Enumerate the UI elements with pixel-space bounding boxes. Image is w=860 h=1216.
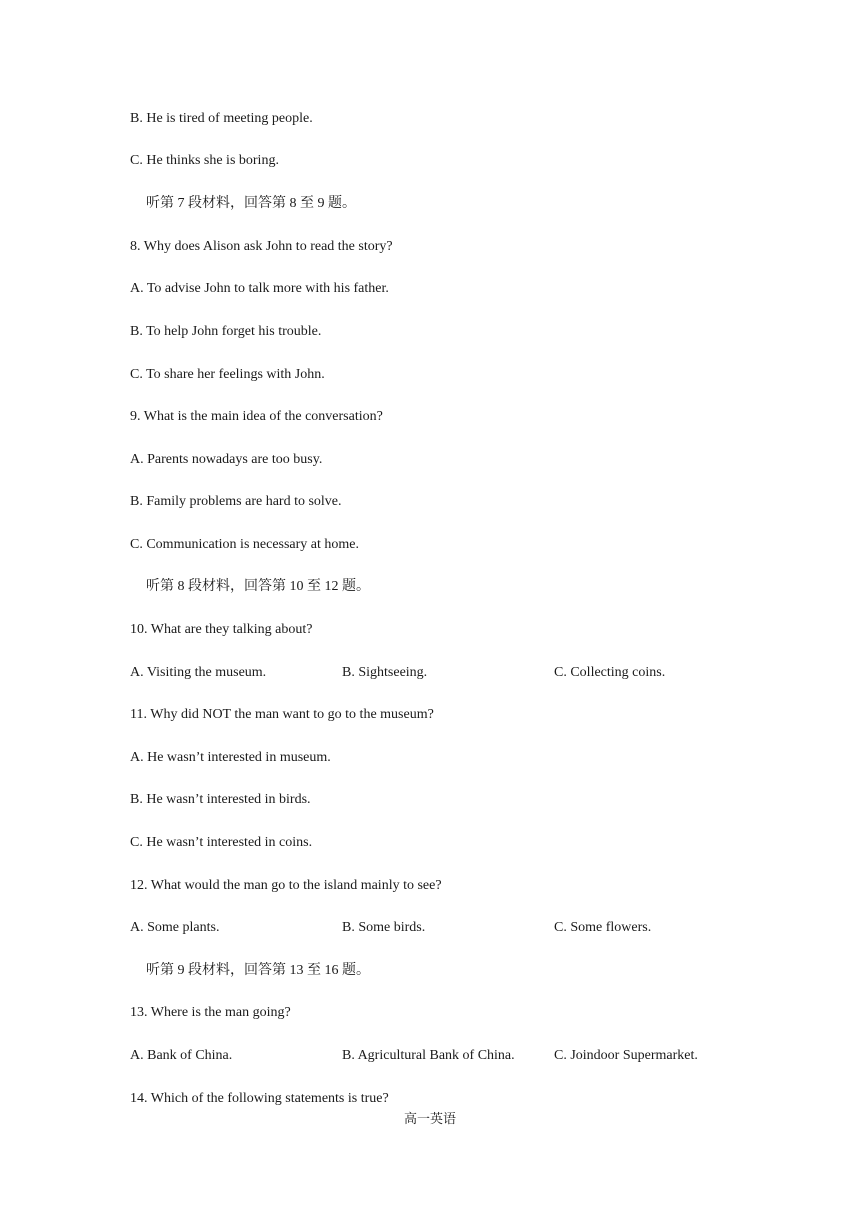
question-11: 11. Why did NOT the man want to go to the museum? [130,707,434,722]
q10-option-c: C. Collecting coins. [554,665,666,680]
q11-option-b: B. He wasn’t interested in birds. [130,792,311,807]
q12-option-c: C. Some flowers. [554,920,652,935]
q8-option-b: B. To help John forget his trouble. [130,324,322,339]
question-12: 12. What would the man go to the island mainly to see? [130,878,442,893]
q8-option-a: A. To advise John to talk more with his father. [130,281,389,296]
question-9: 9. What is the main idea of the conversation? [130,409,383,424]
q9-option-a: A. Parents nowadays are too busy. [130,452,323,467]
question-10: 10. What are they talking about? [130,622,313,637]
question-14: 14. Which of the following statements is true? [130,1091,389,1106]
q11-option-a: A. He wasn’t interested in museum. [130,750,331,765]
q9-option-b: B. Family problems are hard to solve. [130,494,342,509]
question-8: 8. Why does Alison ask John to read the story? [130,239,393,254]
section-instruction-8: 听第 8 段材料，回答第 10 至 12 题。 [146,579,370,594]
q13-option-b: B. Agricultural Bank of China. [342,1048,515,1063]
q13-option-c: C. Joindoor Supermarket. [554,1048,698,1063]
section-instruction-9: 听第 9 段材料，回答第 13 至 16 题。 [146,963,370,978]
page-footer: 高一英语 [403,1111,456,1126]
q12-option-a: A. Some plants. [130,920,220,935]
section-instruction-7: 听第 7 段材料，回答第 8 至 9 题。 [146,196,356,211]
q12-option-b: B. Some birds. [342,920,426,935]
q9-option-c: C. Communication is necessary at home. [130,537,360,552]
q10-option-b: B. Sightseeing. [342,665,428,680]
q10-option-a: A. Visiting the museum. [130,665,267,680]
q11-option-c: C. He wasn’t interested in coins. [130,835,313,850]
q7-option-c: C. He thinks she is boring. [130,153,279,168]
question-13: 13. Where is the man going? [130,1005,291,1020]
q13-option-a: A. Bank of China. [130,1048,233,1063]
q8-option-c: C. To share her feelings with John. [130,367,325,382]
q7-option-b: B. He is tired of meeting people. [130,111,313,126]
